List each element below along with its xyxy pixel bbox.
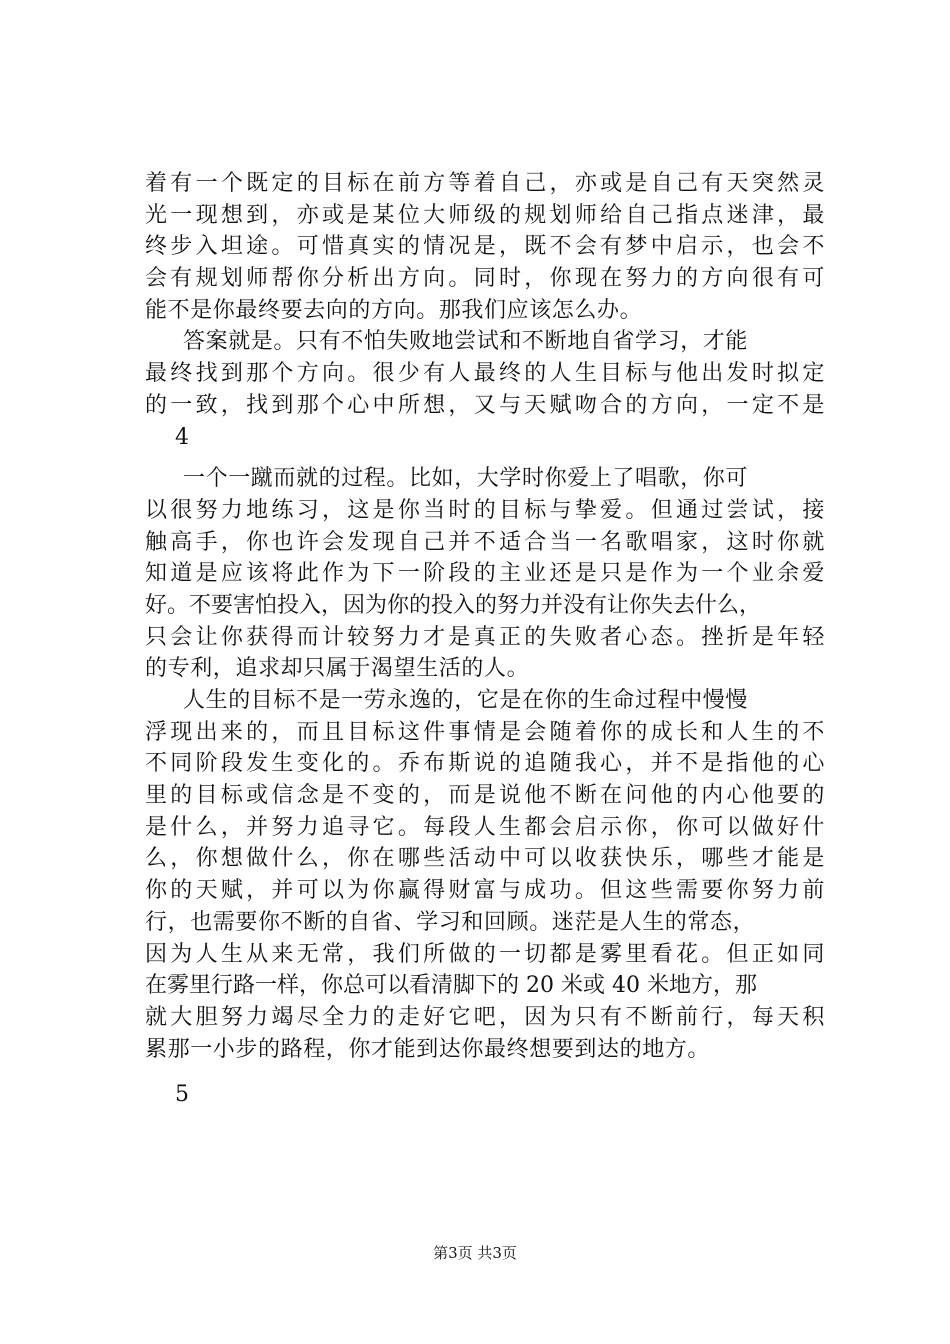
text-line: 触高手，你也许会发现自己并不适合当一名歌唱家，这时你就 — [145, 529, 825, 555]
paragraph-2 — [145, 326, 825, 421]
text-line: 人生的目标不是一劳永逸的，它是在你的生命过程中慢慢 — [183, 688, 749, 714]
text-line: 浮现出来的，而且目标这件事情是会随着你的成长和人生的不 — [145, 719, 825, 745]
text-line: 最终找到那个方向。很少有人最终的人生目标与他出发时拟定 — [145, 361, 825, 387]
text-line: 着有一个既定的目标在前方等着自己，亦或是自己有天突然灵 — [145, 171, 825, 196]
text-line: 只会让你获得而计较努力才是真正的失败者心态。挫折是年轻 — [145, 624, 825, 650]
text-line: 因为人生从来无常，我们所做的一切都是雾里看花。但正如同 — [145, 941, 825, 967]
text-line: 一个一蹴而就的过程。比如，大学时你爱上了唱歌，你可 — [183, 466, 749, 492]
text-line: 你的天赋，并可以为你赢得财富与成功。但这些需要你努力前 — [145, 878, 825, 904]
text-line: 知道是应该将此作为下一阶段的主业还是只是作为一个业余爱 — [145, 561, 825, 587]
text-line: 么，你想做什么，你在哪些活动中可以收获快乐，哪些才能是 — [145, 846, 825, 872]
text-line: 的专利，追求却只属于渴望生活的人。 — [145, 656, 530, 682]
page-marker: 5 — [175, 1082, 189, 1108]
text-line: 在雾里行路一样，你总可以看清脚下的 20 米或 40 米地方，那 — [145, 973, 757, 999]
text-line: 能不是你最终要去向的方向。那我们应该怎么办。 — [145, 297, 643, 323]
paragraph-1 — [145, 168, 825, 326]
text-line: 不同阶段发生变化的。乔布斯说的追随我心，并不是指他的心 — [145, 751, 825, 777]
text-line: 的一致，找到那个心中所想，又与天赋吻合的方向，一定不是 — [145, 392, 825, 418]
text-line: 以很努力地练习，这是你当时的目标与挚爱。但通过尝试，接 — [145, 497, 825, 523]
text-line: 累那一小步的路程，你才能到达你最终想要到达的地方。 — [145, 1036, 711, 1062]
document-body — [145, 168, 825, 1111]
text-line: 就大胆努力竭尽全力的走好它吧，因为只有不断前行，每天积 — [145, 1004, 825, 1030]
paragraph-4 — [145, 685, 825, 1065]
page-footer: 第3页 共3页 — [433, 1244, 517, 1262]
text-line: 行，也需要你不断的自省、学习和回顾。迷茫是人生的常态， — [145, 909, 756, 935]
text-line: 是什么，并努力追寻它。每段人生都会启示你，你可以做好什 — [145, 814, 825, 840]
text-line: 好。不要害怕投入，因为你的投入的努力并没有让你失去什么， — [145, 592, 762, 618]
paragraph-3 — [145, 463, 825, 685]
text-line: 会有规划师帮你分析出方向。同时，你现在努力的方向很有可 — [145, 266, 825, 292]
text-line: 光一现想到，亦或是某位大师级的规划师给自己指点迷津，最 — [145, 202, 825, 228]
text-line: 终步入坦途。可惜真实的情况是，既不会有梦中启示，也会不 — [145, 234, 825, 260]
text-line: 里的目标或信念是不变的，而是说他不断在问他的内心他要的 — [145, 783, 825, 809]
page-marker: 4 — [175, 424, 189, 450]
text-line: 答案就是。只有不怕失败地尝试和不断地自省学习，才能 — [183, 329, 749, 355]
